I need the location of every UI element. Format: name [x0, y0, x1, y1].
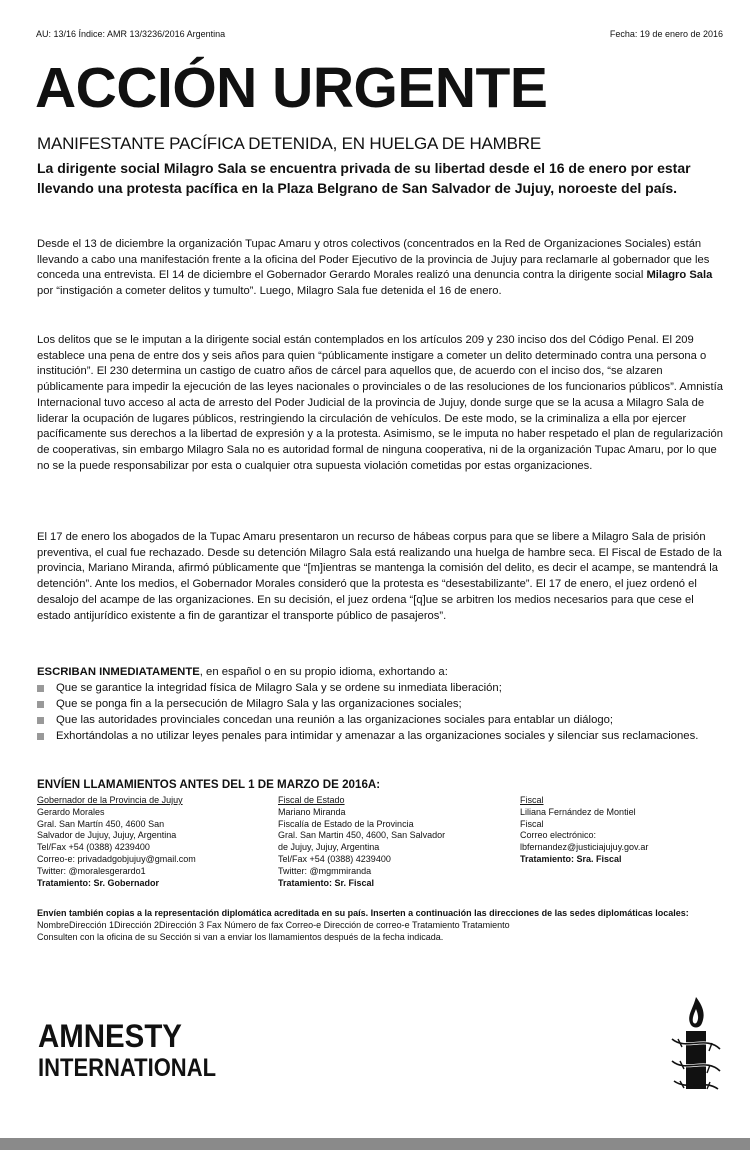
- address-line: Gral. San Martin 450, 4600, San Salvador: [278, 830, 446, 841]
- address-line: Mariano Miranda: [278, 806, 346, 817]
- address-email: lbfernandez@justiciajujuy.gov.ar: [520, 842, 649, 853]
- write-now-bold: ESCRIBAN INMEDIATAMENTE: [37, 666, 200, 678]
- address-line: Fiscal: [520, 818, 544, 829]
- address-heading: Gobernador de la Provincia de Jujuy: [37, 795, 183, 805]
- document-date: Fecha: 19 de enero de 2016: [609, 29, 723, 39]
- write-now-heading: [37, 664, 737, 680]
- appeal-list: [37, 680, 727, 744]
- write-now-rest: , en español o en su propio idioma, exhortando a:: [199, 666, 448, 678]
- list-item-text: Que las autoridades provinciales concedan una reunión a las organizaciones sociales para entablar un diálogo;: [56, 714, 614, 726]
- list-item: [37, 696, 727, 712]
- candle-barbed-wire-icon: [666, 995, 726, 1095]
- address-block-prosecutor: [520, 795, 720, 866]
- logo-line-2: INTERNATIONAL: [38, 1054, 217, 1082]
- paragraph-3: El 17 de enero los abogados de la Tupac Amaru presentaron un recurso de hábeas corpus para que se libere a Milagro Sala de prisión preventiva, el cual fue rechazado. Desde su detención Milagro Sala está realizando una huelga de hambre seca. El Fiscal de Estado de la provincia, Mariano Miranda, afirmó públicamente que “[m]ientras se mantenga la comisión del delito, es decir el acampe, se mantendrá la detención”. Ante los medios, el Gobernador Morales consideró que la protesta es “desestabilizante”. El 17 de enero, el juez ordenó el desalojo del acampe de las organizaciones. En su decisión, el juez ordena “[q]ue se arbitren los medios necesarios para que cese el estado antijurídico existente a fin de garantizar el transporte público de pasajeros”.: [37, 531, 722, 622]
- address-line: Gral. San Martín 450, 4600 San: [37, 818, 165, 829]
- address-line: Correo electrónico:: [520, 830, 597, 841]
- address-line: Tel/Fax +54 (0388) 4239400: [37, 842, 150, 853]
- address-line: Fiscalía de Estado de la Provincia: [278, 818, 414, 829]
- list-item-text: Exhortándolas a no utilizar leyes penales para intimidar y amenazar a las organizaciones sociales y silenciar sus reclamaciones.: [56, 730, 699, 742]
- address-line: de Jujuy, Jujuy, Argentina: [278, 842, 380, 853]
- address-heading: Fiscal: [520, 795, 544, 805]
- address-salutation: Tratamiento: Sr. Gobernador: [37, 877, 160, 888]
- address-email: Correo-e: privadadgobjujuy@gmail.com: [37, 853, 196, 864]
- list-item-text: Que se ponga fin a la persecución de Milagro Sala y las organizaciones sociales;: [56, 698, 462, 710]
- page-title: ACCIÓN URGENTE: [35, 56, 548, 120]
- address-twitter: Twitter: @moralesgerardo1: [37, 865, 146, 876]
- address-salutation: Tratamiento: Sra. Fiscal: [520, 853, 622, 864]
- bullet-square-icon: [37, 701, 44, 708]
- address-twitter: Twitter: @mgmmiranda: [278, 865, 372, 876]
- amnesty-logo-wordmark: [38, 1020, 240, 1081]
- address-line: Tel/Fax +54 (0388) 4239400: [278, 853, 391, 864]
- bullet-square-icon: [37, 733, 44, 740]
- paragraph-2: Los delitos que se le imputan a la dirigente social están contemplados en los artículos 209 y 230 inciso dos del Código Penal. El 209 establece una pena de entre dos y seis años para quien “públicamente instigare a cometer un delito determinado contra una persona o institución”. El 230 determina un castigo de cuatro años de cárcel para aquellos que, de acuerdo con el inciso dos, “se alzaren públicamente para impedir la ejecución de las leyes nacionales o provinciales o de las resoluciones de los funcionarios públicos”. Amnistía Internacional tuvo acceso al acta de arresto del Poder Judicial de la provincia de Jujuy, donde surge que se la acusa a Milagro Sala de liderar la ocupación de lugares públicos, restringiendo la circulación de vehículos. De este modo, se la criminaliza a ella por ejercer pacíficamente sus derechos a la libertad de expresión y a la protesta. Asimismo, se le imputa no haber respetado el plan de regularización de cooperativas, sin embargo Milagro Sala no es autoridad formal de ninguna cooperativa, ni de la organización Tupac Amaru, por lo que no se la puede responsabilizar por esta o cualquier otra supuesta violación cometidas por estas organizaciones.: [37, 334, 723, 472]
- list-item: [37, 728, 727, 744]
- address-line: Salvador de Jujuy, Jujuy, Argentina: [37, 830, 177, 841]
- paragraph-1-bold-name: Milagro Sala: [646, 269, 713, 282]
- lead-summary: La dirigente social Milagro Sala se encuentra privada de su libertad desde el 16 de enero por estar llevando una protesta pacífica en la Plaza Belgrano de San Salvador de Jujuy, noroeste del país.: [37, 160, 691, 196]
- footer-bar: [0, 1138, 750, 1150]
- address-salutation: Tratamiento: Sr. Fiscal: [278, 877, 375, 888]
- address-block-governor: [37, 795, 237, 889]
- copies-deadline-note: Consulten con la oficina de su Sección si van a enviar los llamamientos después de la fecha indicada.: [37, 932, 444, 942]
- bullet-square-icon: [37, 685, 44, 692]
- address-heading: Fiscal de Estado: [278, 795, 345, 805]
- send-appeals-heading: ENVÍEN LLAMAMIENTOS ANTES DEL 1 DE MARZO DE 2016A:: [37, 778, 381, 791]
- bullet-square-icon: [37, 717, 44, 724]
- page-subtitle: MANIFESTANTE PACÍFICA DETENIDA, EN HUELGA DE HAMBRE: [37, 134, 541, 153]
- copies-heading: Envíen también copias a la representación diplomática acreditada en su país. Inserten a continuación las direcciones de las sedes diplomáticas locales:: [37, 908, 689, 918]
- paragraph-1-text-a: Desde el 13 de diciembre la organización Tupac Amaru y otros colectivos (concentrados en la Red de Organizaciones Sociales) están llevando a cabo una manifestación frente a la oficina del Poder Ejecutivo de la provincia de Jujuy para reclamarle al gobernador que les conceda una entrevista. El 14 de diciembre el Gobernador Gerardo Morales realizó una denuncia contra la dirigente social: [37, 238, 710, 282]
- diplomatic-copies-note: [37, 907, 727, 943]
- copies-template-line: NombreDirección 1Dirección 2Dirección 3 Fax Número de fax Correo-e Dirección de correo-e Tratamiento Tratamiento: [37, 920, 510, 930]
- document-reference: AU: 13/16 Índice: AMR 13/3236/2016 Argentina: [36, 29, 226, 39]
- paragraph-1-text-b: por “instigación a cometer delitos y tumulto”. Luego, Milagro Sala fue detenida el 16 de enero.: [37, 285, 502, 298]
- address-line: Gerardo Morales: [37, 806, 105, 817]
- list-item-text: Que se garantice la integridad física de Milagro Sala y se ordene su inmediata liberación;: [56, 682, 502, 694]
- address-line: Liliana Fernández de Montiel: [520, 806, 636, 817]
- address-block-state-prosecutor: [278, 795, 478, 889]
- paragraph-1: [37, 237, 727, 300]
- list-item: [37, 680, 727, 696]
- logo-line-1: AMNESTY: [38, 1018, 182, 1054]
- list-item: [37, 712, 727, 728]
